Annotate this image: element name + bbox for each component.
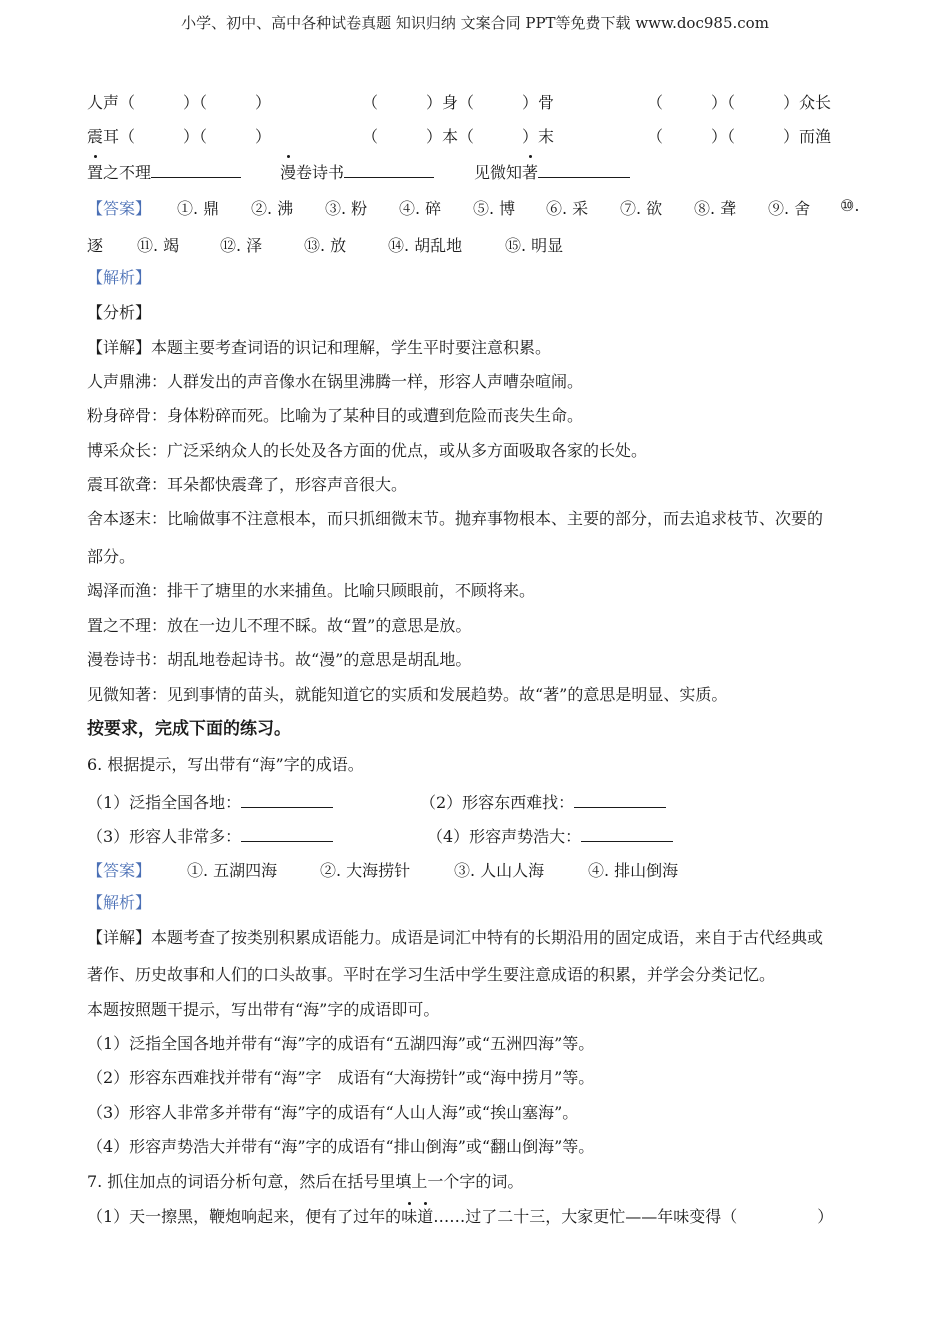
answer-item: ①. 五湖四海 — [187, 861, 278, 880]
detail-paragraph: 【详解】本题主要考查词语的识记和理解，学生平时要注意积累。 — [87, 338, 552, 357]
q6-title: 6. 根据提示，写出带有“海”字的成语。 — [87, 755, 364, 774]
answer-blank[interactable] — [574, 793, 666, 808]
answer-item: ④. 碎 — [399, 199, 442, 218]
jiexi-label: 【解析】 — [87, 268, 152, 287]
answer-item: ②. 大海捞针 — [320, 861, 411, 880]
section-title: 按要求，完成下面的练习。 — [87, 719, 291, 739]
dotted-char: 漫 — [280, 160, 296, 183]
q7-sentence-1: （1）天一擦黑，鞭炮响起来，便有了过年的味道……过了二十三，大家更忙——年味变得（ ） — [87, 1207, 834, 1226]
detail-paragraph-cont: 著作、历史故事和人们的口头故事。平时在学习生活中学生要注意成语的积累，并学会分类记忆。 — [87, 965, 776, 984]
explain-line: 部分。 — [87, 547, 136, 566]
page-header: 小学、初中、高中各种试卷真题 知识归纳 文案合同 PPT等免费下载 www.doc985.com — [181, 14, 769, 32]
dotted-char: 道 — [417, 1207, 434, 1226]
answer-item: ④. 排山倒海 — [588, 861, 679, 880]
explain-line: 漫卷诗书：胡乱地卷起诗书。故“漫”的意思是胡乱地。 — [87, 650, 472, 669]
explain-line: 见微知著：见到事情的苗头，就能知道它的实质和发展趋势。故“著”的意思是明显、实质。 — [87, 685, 728, 704]
answer-item: ⑥. 采 — [546, 199, 589, 218]
answer-item: ①. 鼎 — [177, 199, 220, 218]
answer-item: ③. 粉 — [325, 199, 368, 218]
answer-item: ⑩. — [840, 196, 860, 215]
answer-item: ⑨. 舍 — [768, 199, 811, 218]
dotted-char: 著 — [522, 160, 538, 183]
fenxi-label: 【分析】 — [87, 303, 152, 322]
explain-line: 舍本逐末：比喻做事不注意根本，而只抓细微末节。抛弃事物根本、主要的部分，而去追求枝节、次要的 — [87, 509, 824, 528]
answer-item: ⑦. 欲 — [620, 199, 663, 218]
dotted-char: 置 — [87, 160, 103, 183]
answer-item: ③. 人山人海 — [454, 861, 545, 880]
q6-detail-line: （2）形容东西难找并带有“海”字 成语有“大海捞针”或“海中捞月”等。 — [87, 1068, 595, 1087]
idiom-zhizhibuli: 置之不理 — [87, 160, 241, 183]
idiom-fill-row2-b: （ ）本（ ）末 — [362, 127, 555, 146]
answer-label: 【答案】 — [87, 199, 152, 218]
idiom-fill-row1-c: （ ）（ ）众长 — [647, 93, 832, 112]
dotted-char: 味 — [401, 1207, 418, 1226]
idiom-fill-row1-a: 人声（ ）（ ） — [87, 93, 272, 112]
idiom-fill-row2-a: 震耳（ ）（ ） — [87, 127, 272, 146]
answer-blank[interactable] — [241, 827, 333, 842]
answer-label: 【答案】 — [87, 861, 152, 880]
answer-blank[interactable] — [538, 163, 630, 178]
q6-prompt-4: （4）形容声势浩大： — [427, 824, 673, 847]
explain-line: 粉身碎骨：身体粉碎而死。比喻为了某种目的或遭到危险而丧失生命。 — [87, 406, 584, 425]
explain-line: 人声鼎沸：人群发出的声音像水在锅里沸腾一样，形容人声嘈杂喧闹。 — [87, 372, 584, 391]
q6-prompt-2: （2）形容东西难找： — [420, 790, 666, 813]
answer-blank[interactable] — [344, 163, 434, 178]
idiom-fill-row2-c: （ ）（ ）而渔 — [647, 127, 832, 146]
jiexi-label: 【解析】 — [87, 893, 152, 912]
answer-item: ⑤. 博 — [473, 199, 516, 218]
answer-blank[interactable] — [581, 827, 673, 842]
explain-line: 竭泽而渔：排干了塘里的水来捕鱼。比喻只顾眼前，不顾将来。 — [87, 581, 536, 600]
idiom-fill-row1-b: （ ）身（ ）骨 — [362, 93, 555, 112]
explain-line: 置之不理：放在一边儿不理不睬。故“置”的意思是放。 — [87, 616, 472, 635]
answer-item: 逐 — [87, 236, 104, 255]
answer-item: ⑮. 明显 — [505, 236, 564, 255]
idiom-manjuanshishu: 漫卷诗书 — [280, 160, 434, 183]
detail-paragraph: 【详解】本题考查了按类别积累成语能力。成语是词汇中特有的长期沿用的固定成语，来自于古代经典或 — [87, 928, 824, 947]
detail-paragraph-cont: 本题按照题干提示，写出带有“海”字的成语即可。 — [87, 1000, 440, 1019]
q6-detail-line: （1）泛指全国各地并带有“海”字的成语有“五湖四海”或“五洲四海”等。 — [87, 1034, 595, 1053]
q7-title: 7. 抓住加点的词语分析句意，然后在括号里填上一个字的词。 — [87, 1172, 524, 1191]
answer-item: ⑫. 泽 — [220, 236, 263, 255]
idiom-jianweizhizhu: 见微知著 — [474, 160, 630, 183]
answer-item: ②. 沸 — [251, 199, 294, 218]
q6-prompt-3: （3）形容人非常多： — [87, 824, 333, 847]
explain-line: 震耳欲聋：耳朵都快震聋了，形容声音很大。 — [87, 475, 408, 494]
answer-item: ⑧. 聋 — [694, 199, 737, 218]
answer-item: ⑬. 放 — [304, 236, 347, 255]
explain-line: 博采众长：广泛采纳众人的长处及各方面的优点，或从多方面吸取各家的长处。 — [87, 441, 648, 460]
answer-blank[interactable] — [241, 793, 333, 808]
answer-blank[interactable] — [151, 163, 241, 178]
q6-detail-line: （3）形容人非常多并带有“海”字的成语有“人山人海”或“挨山塞海”。 — [87, 1103, 579, 1122]
answer-item: ⑪. 竭 — [137, 236, 180, 255]
q6-detail-line: （4）形容声势浩大并带有“海”字的成语有“排山倒海”或“翻山倒海”等。 — [87, 1137, 595, 1156]
answer-item: ⑭. 胡乱地 — [388, 236, 463, 255]
q6-prompt-1: （1）泛指全国各地： — [87, 790, 333, 813]
